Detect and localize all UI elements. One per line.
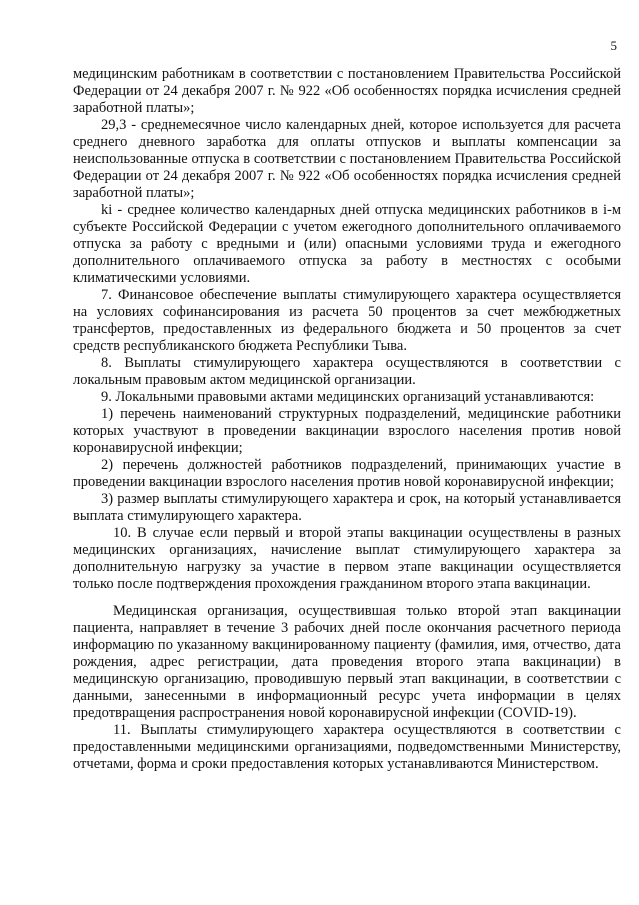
paragraph-subitem-2: 2) перечень должностей работников подразделений, принимающих участие в проведении вакцинации взрослого населения против новой коронавирусной инфекции;: [73, 457, 621, 490]
paragraph-subitem-3: 3) размер выплаты стимулирующего характера и срок, на который устанавливается выплата стимулирующего характера.: [73, 491, 621, 524]
paragraph-second-stage: Медицинская организация, осуществившая только второй этап вакцинации пациента, направляет в течение 3 рабочих дней после окончания расчетного периода информацию по указанному вакцинированному пациенту (фамилия, имя, отчество, дата рождения, адрес регистрации, дата проведения второго этапа вакцинации) в медицинскую организацию, проводившую первый этап вакцинации, в соответствии с данными, занесенными в информационный ресурс учета информации в целях предотвращения распространения новой коронавирусной инфекции (COVID-19).: [73, 603, 621, 721]
paragraph-coefficient-ki: ki - среднее количество календарных дней отпуска медицинских работников в i-м субъекте Российской Федерации с учетом ежегодного дополнительного оплачиваемого отпуска за работу с вредными и (или) опасными условиями труда и ежегодного дополнительного оплачиваемого отпуска за работу в местностях с особыми климатическими условиями.: [73, 202, 621, 286]
paragraph-continuation: медицинским работникам в соответствии с постановлением Правительства Российской Федерации от 24 декабря 2007 г. № 922 «Об особенностях порядка исчисления средней заработной платы»;: [73, 66, 621, 116]
paragraph-item-7: 7. Финансовое обеспечение выплаты стимулирующего характера осуществляется на условиях софинансирования из расчета 50 процентов за счет межбюджетных трансфертов, предоставленных из федерального бюджета и 50 процентов за счет средств республиканского бюджета Республики Тыва.: [73, 287, 621, 354]
paragraph-subitem-1: 1) перечень наименований структурных подразделений, медицинские работники которых участвуют в проведении вакцинации взрослого населения против новой коронавирусной инфекции;: [73, 406, 621, 456]
paragraph-item-9: 9. Локальными правовыми актами медицинских организаций устанавливаются:: [101, 389, 595, 405]
paragraph-item-10: 10. В случае если первый и второй этапы вакцинации осуществлены в разных медицинских организациях, начисление выплат стимулирующего характера за дополнительную нагрузку за участие в первом этапе вакцинации осуществляется только после подтверждения прохождения гражданином второго этапа вакцинации.: [73, 525, 621, 592]
page-number: 5: [610, 38, 617, 53]
document-body: [73, 66, 621, 773]
paragraph-coefficient-29-3: 29,3 - среднемесячное число календарных дней, которое используется для расчета среднего дневного заработка для оплаты отпусков и выплаты компенсации за неиспользованные отпуска в соответствии с постановлением Правительства Российской Федерации от 24 декабря 2007 г. № 922 «Об особенностях порядка исчисления средней заработной платы»;: [73, 117, 621, 201]
paragraph-item-11: 11. Выплаты стимулирующего характера осуществляются в соответствии с предоставленными медицинскими организациями, подведомственными Министерству, отчетами, форма и сроки предоставления которых устанавливаются Министерством.: [73, 722, 621, 772]
paragraph-item-8: 8. Выплаты стимулирующего характера осуществляются в соответствии с локальным правовым актом медицинской организации.: [73, 355, 621, 388]
